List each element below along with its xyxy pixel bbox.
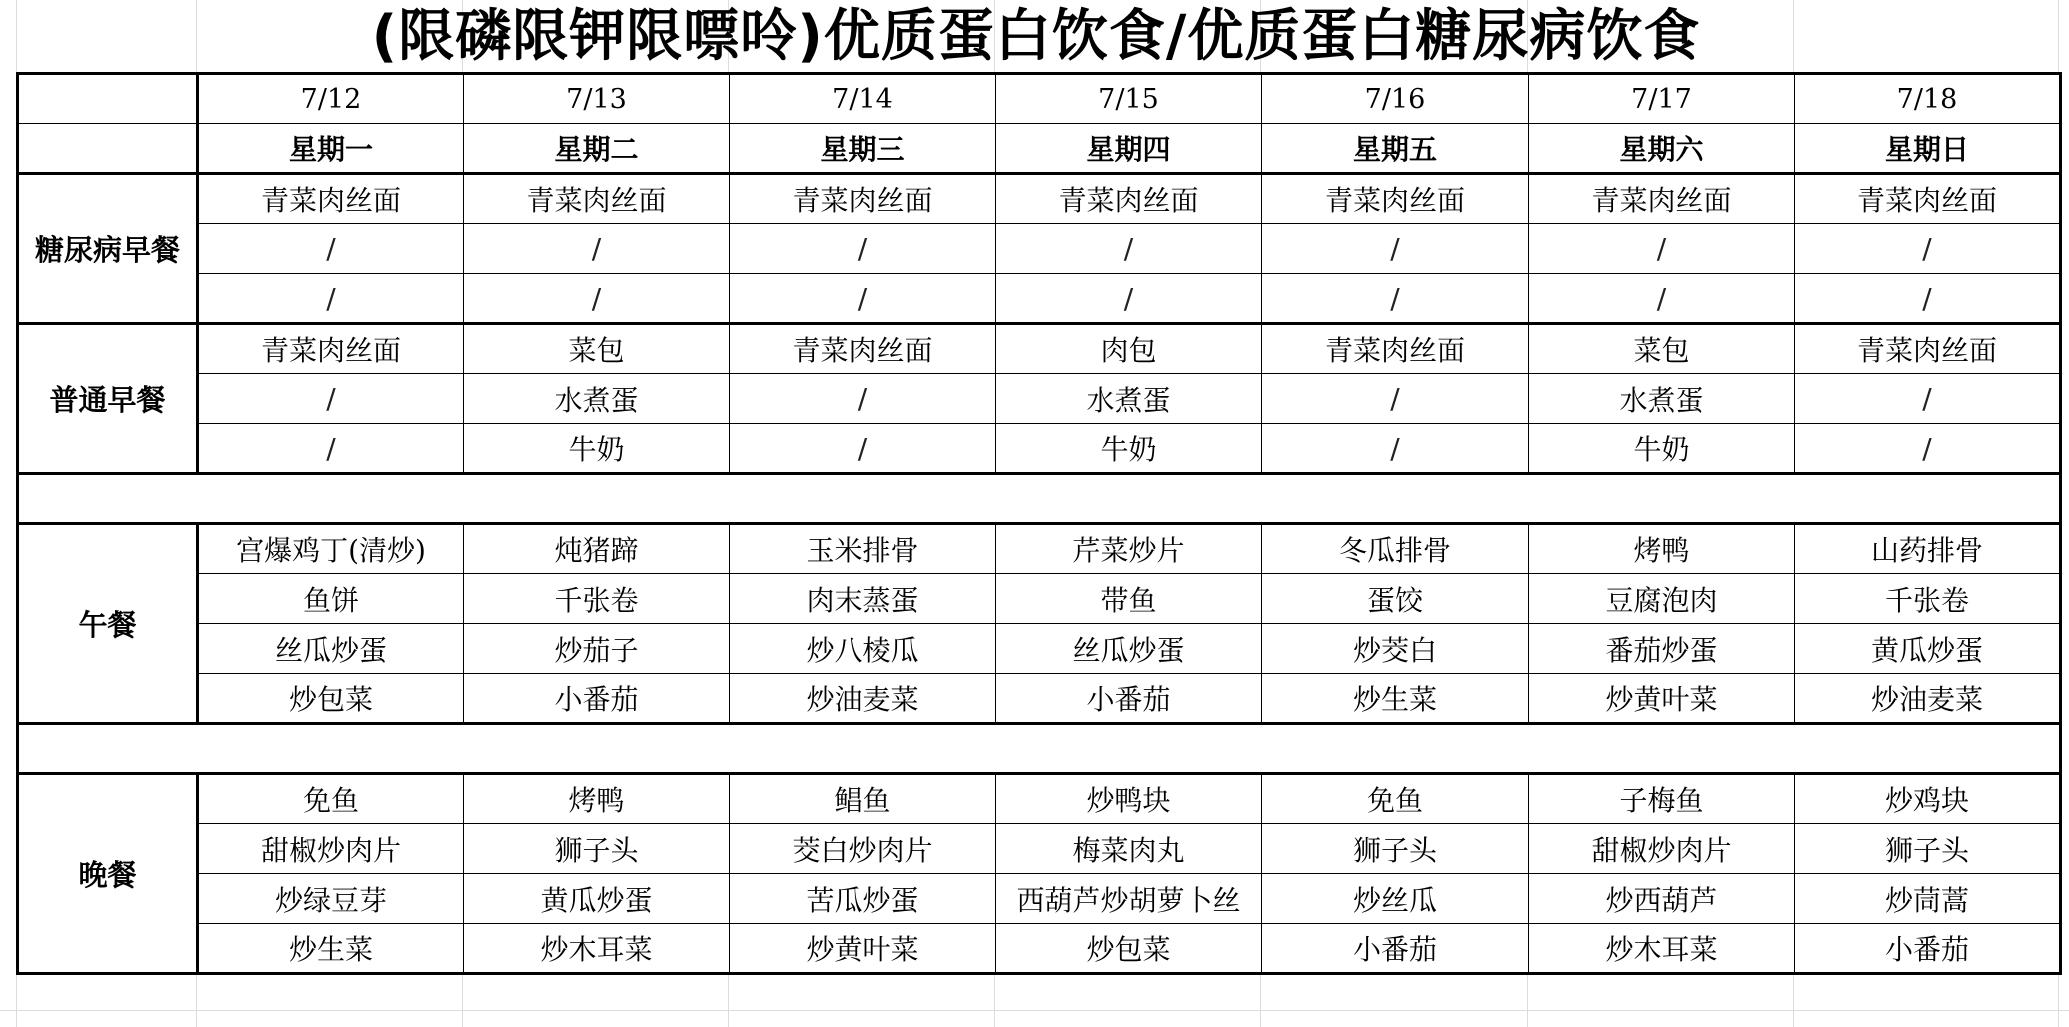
dish-cell: 牛奶 [464,424,730,474]
corner-cell [18,124,198,174]
dish-cell: 炒鸭块 [996,774,1262,824]
weekday-cell: 星期一 [198,124,464,174]
dish-cell: 山药排骨 [1795,524,2061,574]
corner-cell [18,74,198,124]
dish-cell: 青菜肉丝面 [198,324,464,374]
dish-cell: 甜椒炒肉片 [1529,824,1795,874]
dish-cell: 青菜肉丝面 [198,174,464,224]
dish-cell: 炒八棱瓜 [730,624,996,674]
dish-cell: 狮子头 [464,824,730,874]
dish-cell: 小番茄 [996,674,1262,724]
dish-cell: 炒鸡块 [1795,774,2061,824]
meal-row [18,624,2061,674]
dish-cell: 炒生菜 [198,924,464,974]
spacer-cell [18,474,2061,524]
dish-cell: / [1529,224,1795,274]
meal-row [18,424,2061,474]
dish-cell: 子梅鱼 [1529,774,1795,824]
date-cell: 7/13 [464,74,730,124]
weekday-row [18,124,2061,174]
dish-cell: 青菜肉丝面 [730,324,996,374]
dish-cell: / [730,424,996,474]
dish-cell: 菜包 [464,324,730,374]
menu-table [16,72,2062,975]
dish-cell: / [464,274,730,324]
dish-cell: 千张卷 [464,574,730,624]
dish-cell: 水煮蛋 [464,374,730,424]
date-row [18,74,2061,124]
dish-cell: 狮子头 [1795,824,2061,874]
dish-cell: 西葫芦炒胡萝卜丝 [996,874,1262,924]
dish-cell: 牛奶 [996,424,1262,474]
meal-section-label: 午餐 [18,524,198,724]
dish-cell: 炒木耳菜 [464,924,730,974]
dish-cell: 炒绿豆芽 [198,874,464,924]
dish-cell: 炒生菜 [1262,674,1529,724]
dish-cell: 炒油麦菜 [1795,674,2061,724]
meal-row [18,174,2061,224]
dish-cell: 青菜肉丝面 [1529,174,1795,224]
dish-cell: 青菜肉丝面 [1795,324,2061,374]
dish-cell: 甜椒炒肉片 [198,824,464,874]
date-cell: 7/12 [198,74,464,124]
dish-cell: / [730,374,996,424]
dish-cell: 黄瓜炒蛋 [1795,624,2061,674]
dish-cell: 免鱼 [1262,774,1529,824]
dish-cell: / [996,274,1262,324]
dish-cell: 宫爆鸡丁(清炒) [198,524,464,574]
dish-cell: 小番茄 [1262,924,1529,974]
dish-cell: 肉末蒸蛋 [730,574,996,624]
dish-cell: / [1262,224,1529,274]
dish-cell: / [996,224,1262,274]
date-cell: 7/14 [730,74,996,124]
dish-cell: 烤鸭 [464,774,730,824]
dish-cell: 炒黄叶菜 [1529,674,1795,724]
weekday-cell: 星期日 [1795,124,2061,174]
date-cell: 7/17 [1529,74,1795,124]
dish-cell: 炒西葫芦 [1529,874,1795,924]
dish-cell: 炒包菜 [198,674,464,724]
dish-cell: 鲳鱼 [730,774,996,824]
spacer-cell [18,724,2061,774]
dish-cell: 炒黄叶菜 [730,924,996,974]
meal-row [18,374,2061,424]
dish-cell: 免鱼 [198,774,464,824]
dish-cell: 丝瓜炒蛋 [996,624,1262,674]
meal-row [18,274,2061,324]
meal-section-label: 普通早餐 [18,324,198,474]
dish-cell: 小番茄 [464,674,730,724]
dish-cell: / [1262,274,1529,324]
dish-cell: 玉米排骨 [730,524,996,574]
dish-cell: 蛋饺 [1262,574,1529,624]
page-title: (限磷限钾限嘌呤)优质蛋白饮食/优质蛋白糖尿病饮食 [371,4,1701,69]
dish-cell: 青菜肉丝面 [996,174,1262,224]
dish-cell: 千张卷 [1795,574,2061,624]
dish-cell: / [1795,224,2061,274]
meal-row [18,774,2061,824]
dish-cell: 炒茭白 [1262,624,1529,674]
dish-cell: / [1795,424,2061,474]
dish-cell: 炒丝瓜 [1262,874,1529,924]
dish-cell: 青菜肉丝面 [730,174,996,224]
dish-cell: / [1795,274,2061,324]
meal-row [18,924,2061,974]
weekday-cell: 星期五 [1262,124,1529,174]
dish-cell: / [730,224,996,274]
dish-cell: 炒茄子 [464,624,730,674]
weekday-cell: 星期二 [464,124,730,174]
dish-cell: 炒木耳菜 [1529,924,1795,974]
dish-cell: 带鱼 [996,574,1262,624]
dish-cell: 豆腐泡肉 [1529,574,1795,624]
dish-cell: 黄瓜炒蛋 [464,874,730,924]
dish-cell: 苦瓜炒蛋 [730,874,996,924]
dish-cell: / [730,274,996,324]
dish-cell: 狮子头 [1262,824,1529,874]
meal-row [18,874,2061,924]
meal-row [18,524,2061,574]
date-cell: 7/16 [1262,74,1529,124]
dish-cell: 青菜肉丝面 [1795,174,2061,224]
dish-cell: 鱼饼 [198,574,464,624]
dish-cell: 青菜肉丝面 [1262,174,1529,224]
meal-row [18,574,2061,624]
date-cell: 7/15 [996,74,1262,124]
dish-cell: / [1529,274,1795,324]
dish-cell: / [1262,424,1529,474]
dish-cell: 肉包 [996,324,1262,374]
dish-cell: / [198,374,464,424]
dish-cell: 水煮蛋 [996,374,1262,424]
dish-cell: 冬瓜排骨 [1262,524,1529,574]
dish-cell: 水煮蛋 [1529,374,1795,424]
spacer-row [18,724,2061,774]
dish-cell: 炖猪蹄 [464,524,730,574]
dish-cell: 菜包 [1529,324,1795,374]
meal-row [18,324,2061,374]
dish-cell: 青菜肉丝面 [464,174,730,224]
meal-row [18,824,2061,874]
weekday-cell: 星期四 [996,124,1262,174]
meal-section-label: 晚餐 [18,774,198,974]
dish-cell: 烤鸭 [1529,524,1795,574]
dish-cell: 炒油麦菜 [730,674,996,724]
dish-cell: 小番茄 [1795,924,2061,974]
dish-cell: / [1795,374,2061,424]
weekday-cell: 星期六 [1529,124,1795,174]
dish-cell: / [1262,374,1529,424]
meal-section-label: 糖尿病早餐 [18,174,198,324]
dish-cell: 番茄炒蛋 [1529,624,1795,674]
meal-row [18,674,2061,724]
date-cell: 7/18 [1795,74,2061,124]
meal-row [18,224,2061,274]
dish-cell: / [464,224,730,274]
dish-cell: 丝瓜炒蛋 [198,624,464,674]
dish-cell: 青菜肉丝面 [1262,324,1529,374]
dish-cell: / [198,424,464,474]
dish-cell: 茭白炒肉片 [730,824,996,874]
dish-cell: / [198,224,464,274]
sheet-gridline [0,1010,2069,1011]
dish-cell: 牛奶 [1529,424,1795,474]
dish-cell: 芹菜炒片 [996,524,1262,574]
dish-cell: / [198,274,464,324]
spacer-row [18,474,2061,524]
dish-cell: 梅菜肉丸 [996,824,1262,874]
weekday-cell: 星期三 [730,124,996,174]
dish-cell: 炒包菜 [996,924,1262,974]
dish-cell: 炒茼蒿 [1795,874,2061,924]
